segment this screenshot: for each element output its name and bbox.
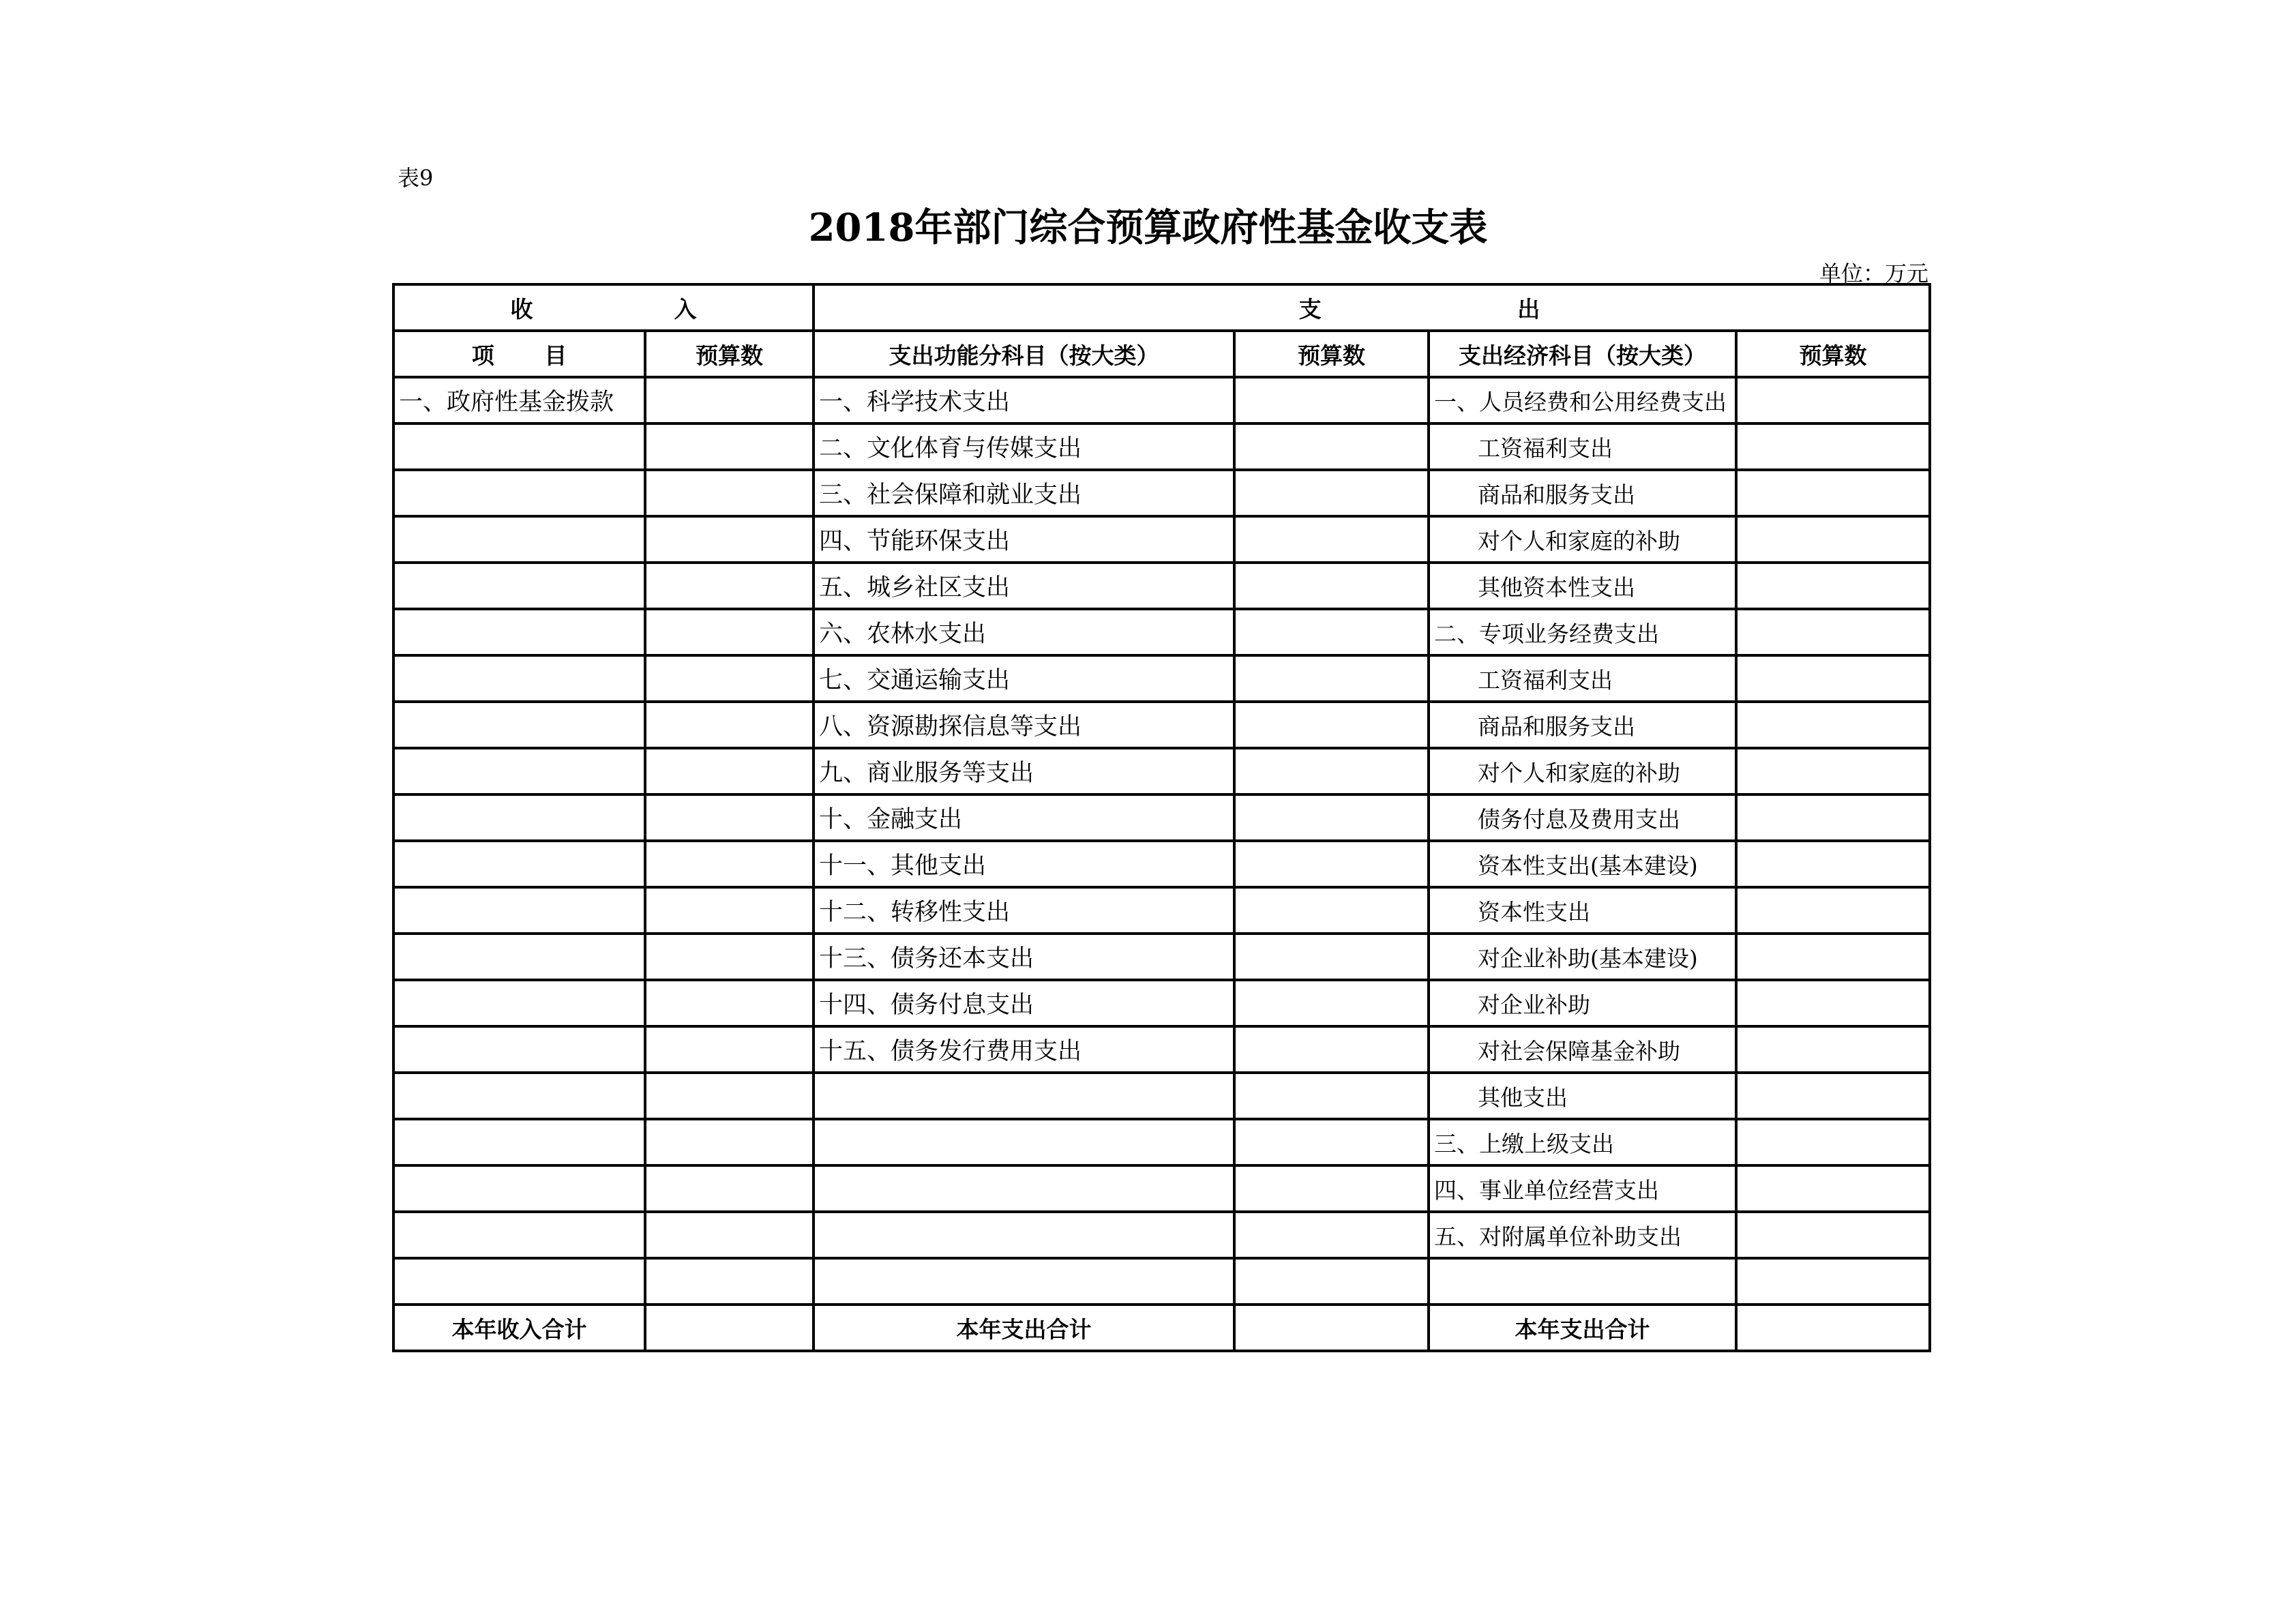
econ-budget-cell <box>1736 377 1930 423</box>
func-total-label: 本年支出合计 <box>814 1305 1234 1351</box>
func-budget-cell <box>1234 470 1429 516</box>
econ-item-cell: 三、上缴上级支出 <box>1429 1119 1736 1165</box>
econ-total-label: 本年支出合计 <box>1429 1305 1736 1351</box>
func-item-cell: 九、商业服务等支出 <box>814 748 1234 794</box>
income-budget-cell <box>645 702 814 748</box>
income-budget-cell <box>645 470 814 516</box>
func-budget-cell <box>1234 980 1429 1026</box>
func-budget-cell <box>1234 794 1429 841</box>
func-item-cell: 四、节能环保支出 <box>814 516 1234 563</box>
income-budget-cell <box>645 1119 814 1165</box>
income-budget-cell <box>645 887 814 934</box>
func-total-value <box>1234 1305 1429 1351</box>
func-item-cell: 六、农林水支出 <box>814 609 1234 655</box>
unit-label: 单位：万元 <box>1819 260 1928 286</box>
income-item-cell <box>393 1119 645 1165</box>
table-row <box>393 841 1930 887</box>
econ-item-cell: 二、专项业务经费支出 <box>1429 609 1736 655</box>
econ-budget-cell <box>1736 423 1930 470</box>
income-total-value <box>645 1305 814 1351</box>
econ-budget-cell <box>1736 1119 1930 1165</box>
func-budget-cell <box>1234 1165 1429 1212</box>
econ-budget-cell <box>1736 563 1930 609</box>
table-row <box>393 1026 1930 1073</box>
table-row <box>393 794 1930 841</box>
econ-budget-cell <box>1736 1073 1930 1119</box>
table-row <box>393 934 1930 980</box>
func-item-cell: 八、资源勘探信息等支出 <box>814 702 1234 748</box>
table-row <box>393 1165 1930 1212</box>
func-budget-cell <box>1234 702 1429 748</box>
func-item-cell: 三、社会保障和就业支出 <box>814 470 1234 516</box>
econ-item-cell: 对个人和家庭的补助 <box>1429 748 1736 794</box>
income-item-cell <box>393 702 645 748</box>
func-budget-cell <box>1234 563 1429 609</box>
econ-budget-cell <box>1736 1165 1930 1212</box>
col-func-budget-header: 预算数 <box>1234 331 1429 377</box>
income-item-cell <box>393 748 645 794</box>
econ-item-cell: 债务付息及费用支出 <box>1429 794 1736 841</box>
income-budget-cell <box>645 1073 814 1119</box>
econ-item-cell <box>1429 1258 1736 1305</box>
table-row <box>393 1258 1930 1305</box>
func-item-cell: 五、城乡社区支出 <box>814 563 1234 609</box>
income-item-cell <box>393 655 645 702</box>
econ-budget-cell <box>1736 748 1930 794</box>
econ-budget-cell <box>1736 841 1930 887</box>
func-item-cell: 十、金融支出 <box>814 794 1234 841</box>
expense-header-char-2: 出 <box>1517 295 1540 323</box>
econ-item-cell: 资本性支出 <box>1429 887 1736 934</box>
income-item-cell <box>393 1073 645 1119</box>
econ-item-cell: 对个人和家庭的补助 <box>1429 516 1736 563</box>
func-item-cell: 七、交通运输支出 <box>814 655 1234 702</box>
income-budget-cell <box>645 980 814 1026</box>
func-item-cell <box>814 1073 1234 1119</box>
func-item-cell <box>814 1165 1234 1212</box>
econ-budget-cell <box>1736 609 1930 655</box>
table-row <box>393 470 1930 516</box>
func-budget-cell <box>1234 516 1429 563</box>
func-item-cell: 一、科学技术支出 <box>814 377 1234 423</box>
income-budget-cell <box>645 748 814 794</box>
econ-budget-cell <box>1736 655 1930 702</box>
totals-row <box>393 1305 1930 1351</box>
income-budget-cell <box>645 841 814 887</box>
econ-budget-cell <box>1736 702 1930 748</box>
expense-header <box>814 284 1930 331</box>
econ-budget-cell <box>1736 934 1930 980</box>
income-budget-cell <box>645 1212 814 1258</box>
col-item-char-2: 目 <box>544 342 567 369</box>
income-item-cell <box>393 516 645 563</box>
header-row-section <box>393 284 1930 331</box>
header-row-columns <box>393 331 1930 377</box>
func-item-cell: 二、文化体育与传媒支出 <box>814 423 1234 470</box>
econ-budget-cell <box>1736 1258 1930 1305</box>
income-item-cell <box>393 1258 645 1305</box>
table-row <box>393 980 1930 1026</box>
income-item-cell <box>393 1212 645 1258</box>
table-row <box>393 887 1930 934</box>
income-item-cell <box>393 980 645 1026</box>
func-item-cell: 十三、债务还本支出 <box>814 934 1234 980</box>
table-row <box>393 655 1930 702</box>
econ-budget-cell <box>1736 1212 1930 1258</box>
table-row <box>393 377 1930 423</box>
income-header-char-2: 入 <box>674 295 697 323</box>
func-budget-cell <box>1234 609 1429 655</box>
econ-item-cell: 四、事业单位经营支出 <box>1429 1165 1736 1212</box>
econ-item-cell: 其他资本性支出 <box>1429 563 1736 609</box>
table-row <box>393 1119 1930 1165</box>
func-item-cell <box>814 1119 1234 1165</box>
econ-total-value <box>1736 1305 1930 1351</box>
income-item-cell <box>393 934 645 980</box>
page-title: 2018年部门综合预算政府性基金收支表 <box>808 205 1488 250</box>
func-item-cell: 十四、债务付息支出 <box>814 980 1234 1026</box>
table-row <box>393 423 1930 470</box>
econ-item-cell: 商品和服务支出 <box>1429 470 1736 516</box>
func-budget-cell <box>1234 1258 1429 1305</box>
table-row <box>393 516 1930 563</box>
table-row <box>393 1212 1930 1258</box>
income-budget-cell <box>645 516 814 563</box>
income-header-char-1: 收 <box>510 295 533 323</box>
econ-item-cell: 一、人员经费和公用经费支出 <box>1429 377 1736 423</box>
econ-item-cell: 对企业补助 <box>1429 980 1736 1026</box>
econ-budget-cell <box>1736 887 1930 934</box>
col-econ-budget-header: 预算数 <box>1736 331 1930 377</box>
func-budget-cell <box>1234 377 1429 423</box>
income-header <box>393 284 814 331</box>
func-item-cell <box>814 1258 1234 1305</box>
table-row <box>393 748 1930 794</box>
func-budget-cell <box>1234 748 1429 794</box>
func-budget-cell <box>1234 655 1429 702</box>
income-budget-cell <box>645 423 814 470</box>
col-func-header: 支出功能分科目（按大类） <box>814 331 1234 377</box>
table-number: 表9 <box>398 165 434 191</box>
func-budget-cell <box>1234 1026 1429 1073</box>
econ-item-cell: 对企业补助(基本建设) <box>1429 934 1736 980</box>
func-item-cell <box>814 1212 1234 1258</box>
col-econ-header: 支出经济科目（按大类） <box>1429 331 1736 377</box>
func-budget-cell <box>1234 887 1429 934</box>
econ-budget-cell <box>1736 516 1930 563</box>
income-item-cell <box>393 563 645 609</box>
income-total-label: 本年收入合计 <box>393 1305 645 1351</box>
table-row <box>393 609 1930 655</box>
econ-budget-cell <box>1736 1026 1930 1073</box>
income-budget-cell <box>645 794 814 841</box>
income-budget-cell <box>645 1165 814 1212</box>
func-item-cell: 十二、转移性支出 <box>814 887 1234 934</box>
econ-item-cell: 其他支出 <box>1429 1073 1736 1119</box>
income-budget-cell <box>645 377 814 423</box>
income-item-cell <box>393 609 645 655</box>
income-budget-cell <box>645 1026 814 1073</box>
income-budget-cell <box>645 563 814 609</box>
econ-item-cell: 资本性支出(基本建设) <box>1429 841 1736 887</box>
income-item-cell <box>393 1026 645 1073</box>
budget-table <box>392 283 1931 1352</box>
func-budget-cell <box>1234 1073 1429 1119</box>
econ-item-cell: 工资福利支出 <box>1429 655 1736 702</box>
func-budget-cell <box>1234 1119 1429 1165</box>
income-budget-cell <box>645 934 814 980</box>
col-item-header <box>393 331 645 377</box>
func-budget-cell <box>1234 841 1429 887</box>
table-row <box>393 702 1930 748</box>
func-item-cell: 十五、债务发行费用支出 <box>814 1026 1234 1073</box>
table-row <box>393 563 1930 609</box>
econ-item-cell: 对社会保障基金补助 <box>1429 1026 1736 1073</box>
econ-budget-cell <box>1736 794 1930 841</box>
income-item-cell <box>393 423 645 470</box>
func-item-cell: 十一、其他支出 <box>814 841 1234 887</box>
expense-header-char-1: 支 <box>1298 295 1322 323</box>
col-item-char-1: 项 <box>471 342 494 369</box>
income-item-cell: 一、政府性基金拨款 <box>393 377 645 423</box>
income-item-cell <box>393 887 645 934</box>
econ-budget-cell <box>1736 980 1930 1026</box>
income-item-cell <box>393 794 645 841</box>
econ-item-cell: 五、对附属单位补助支出 <box>1429 1212 1736 1258</box>
table-row <box>393 1073 1930 1119</box>
income-budget-cell <box>645 1258 814 1305</box>
income-item-cell <box>393 841 645 887</box>
econ-budget-cell <box>1736 470 1930 516</box>
func-budget-cell <box>1234 1212 1429 1258</box>
econ-item-cell: 商品和服务支出 <box>1429 702 1736 748</box>
col-income-budget-header: 预算数 <box>645 331 814 377</box>
func-budget-cell <box>1234 934 1429 980</box>
econ-item-cell: 工资福利支出 <box>1429 423 1736 470</box>
income-budget-cell <box>645 655 814 702</box>
income-item-cell <box>393 1165 645 1212</box>
func-budget-cell <box>1234 423 1429 470</box>
income-item-cell <box>393 470 645 516</box>
income-budget-cell <box>645 609 814 655</box>
